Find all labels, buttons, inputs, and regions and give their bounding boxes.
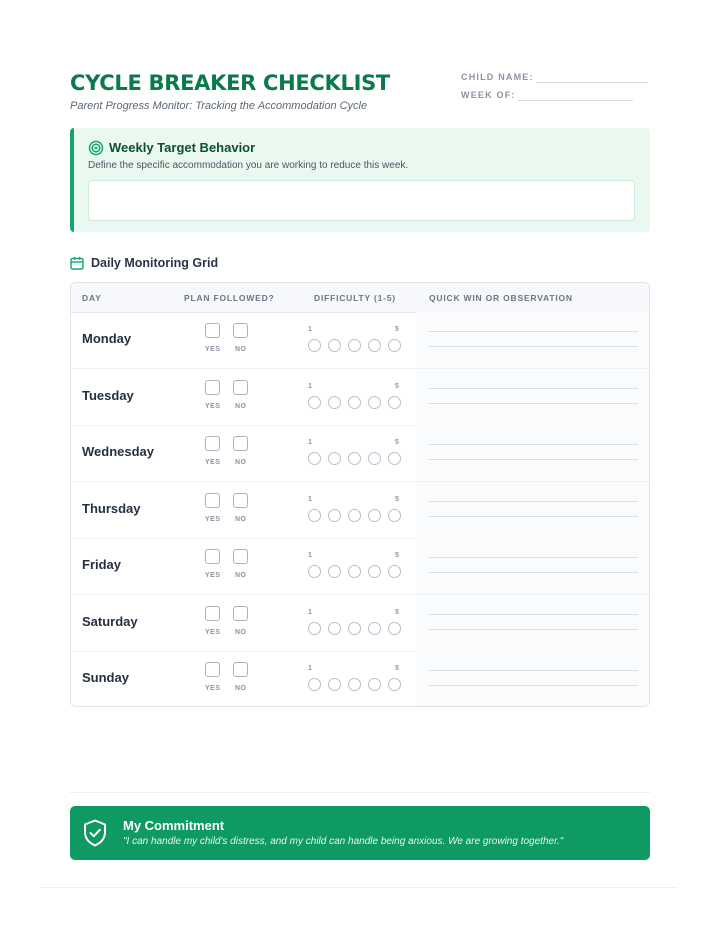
difficulty-scale-low: 1 — [308, 495, 312, 503]
observation-line — [428, 629, 638, 630]
target-title: Weekly Target Behavior — [109, 140, 256, 155]
difficulty-radio-4[interactable] — [368, 339, 381, 352]
commitment-banner — [70, 806, 650, 860]
day-label: Thursday — [82, 500, 141, 516]
no-label: NO — [235, 402, 247, 410]
child-name-line[interactable] — [536, 82, 648, 83]
observation-line — [428, 403, 638, 404]
no-checkbox[interactable] — [233, 323, 248, 338]
difficulty-radio-5[interactable] — [388, 565, 401, 578]
yes-label: YES — [205, 515, 221, 523]
observation-cell[interactable] — [416, 369, 649, 425]
yes-label: YES — [205, 402, 221, 410]
day-label: Wednesday — [82, 444, 155, 459]
yes-label: YES — [205, 685, 221, 692]
no-label: NO — [235, 685, 247, 692]
difficulty-radio-2[interactable] — [328, 678, 341, 691]
observation-cell[interactable] — [416, 538, 649, 594]
yes-checkbox[interactable] — [205, 436, 220, 451]
table-row — [71, 482, 649, 539]
observation-line — [428, 557, 638, 558]
grid-title: Daily Monitoring Grid — [91, 256, 219, 270]
no-checkbox[interactable] — [233, 606, 248, 621]
yes-checkbox[interactable] — [205, 662, 220, 677]
difficulty-radio-2[interactable] — [328, 565, 341, 578]
difficulty-scale-low: 1 — [308, 552, 312, 559]
difficulty-radio-4[interactable] — [368, 565, 381, 578]
difficulty-scale-high: 5 — [395, 552, 399, 559]
observation-cell[interactable] — [416, 482, 649, 538]
yes-checkbox[interactable] — [205, 606, 220, 621]
difficulty-radio-5[interactable] — [388, 396, 401, 409]
no-label: NO — [235, 515, 247, 523]
week-of-label: WEEK OF: — [461, 90, 516, 100]
observation-line — [428, 459, 638, 460]
no-label: NO — [235, 572, 247, 579]
day-label: Tuesday — [82, 387, 134, 403]
day-label: Sunday — [82, 670, 129, 685]
page-title: CYCLE BREAKER CHECKLIST — [70, 71, 390, 95]
difficulty-radio-5[interactable] — [388, 678, 401, 691]
yes-checkbox[interactable] — [205, 549, 220, 564]
difficulty-scale-low: 1 — [308, 665, 312, 672]
week-of-field[interactable] — [461, 90, 516, 100]
column-header-day: DAY — [82, 293, 102, 303]
no-checkbox[interactable] — [233, 549, 248, 564]
difficulty-radio-1[interactable] — [308, 452, 321, 465]
observation-line — [428, 614, 638, 615]
no-label: NO — [235, 459, 247, 466]
no-label: NO — [235, 628, 247, 636]
day-label: Monday — [82, 331, 132, 346]
difficulty-scale-high: 5 — [395, 439, 399, 446]
difficulty-scale-low: 1 — [308, 382, 312, 390]
no-checkbox[interactable] — [233, 380, 248, 395]
observation-cell[interactable] — [416, 651, 649, 707]
difficulty-radio-1[interactable] — [308, 565, 321, 578]
table-row — [71, 651, 649, 707]
table-row — [71, 425, 649, 482]
monitoring-grid — [70, 282, 650, 707]
difficulty-radio-4[interactable] — [368, 622, 381, 635]
yes-label: YES — [205, 459, 221, 466]
footer-divider — [40, 887, 678, 888]
yes-checkbox[interactable] — [205, 323, 220, 338]
difficulty-radio-2[interactable] — [328, 452, 341, 465]
observation-line — [428, 685, 638, 686]
observation-line — [428, 670, 638, 671]
difficulty-scale-high: 5 — [395, 495, 399, 503]
grid-header-row — [71, 283, 649, 313]
yes-label: YES — [205, 628, 221, 636]
difficulty-scale-high: 5 — [395, 608, 399, 616]
observation-cell[interactable] — [416, 312, 649, 368]
no-checkbox[interactable] — [233, 436, 248, 451]
no-checkbox[interactable] — [233, 493, 248, 508]
target-behavior-input[interactable] — [88, 180, 635, 221]
difficulty-radio-2[interactable] — [328, 509, 341, 522]
observation-line — [428, 388, 638, 389]
difficulty-radio-3[interactable] — [348, 622, 361, 635]
difficulty-scale-high: 5 — [395, 665, 399, 672]
shield-check-icon — [83, 819, 107, 847]
observation-cell[interactable] — [416, 595, 649, 651]
difficulty-scale-high: 5 — [395, 382, 399, 390]
day-label: Friday — [82, 557, 122, 572]
observation-line — [428, 516, 638, 517]
difficulty-radio-5[interactable] — [388, 339, 401, 352]
page-subtitle: Parent Progress Monitor: Tracking the Accommodation Cycle — [70, 100, 368, 112]
table-row — [71, 595, 649, 652]
difficulty-scale-high: 5 — [395, 326, 399, 333]
yes-checkbox[interactable] — [205, 493, 220, 508]
difficulty-radio-5[interactable] — [388, 509, 401, 522]
weekly-target-section — [70, 128, 650, 232]
difficulty-scale-low: 1 — [308, 608, 312, 616]
difficulty-radio-5[interactable] — [388, 452, 401, 465]
child-name-field[interactable] — [461, 72, 534, 82]
observation-line — [428, 346, 638, 347]
observation-line — [428, 501, 638, 502]
difficulty-radio-3[interactable] — [348, 509, 361, 522]
no-checkbox[interactable] — [233, 662, 248, 677]
difficulty-radio-1[interactable] — [308, 396, 321, 409]
difficulty-radio-3[interactable] — [348, 396, 361, 409]
week-of-line[interactable] — [518, 100, 633, 101]
difficulty-radio-3[interactable] — [348, 452, 361, 465]
observation-line — [428, 331, 638, 332]
difficulty-radio-3[interactable] — [348, 565, 361, 578]
calendar-icon — [70, 256, 84, 270]
table-row — [71, 312, 649, 369]
commitment-quote: "I can handle my child's distress, and my child can handle being anxious. We are growing together." — [123, 836, 564, 847]
difficulty-radio-2[interactable] — [328, 339, 341, 352]
no-label: NO — [235, 346, 247, 353]
difficulty-radio-4[interactable] — [368, 509, 381, 522]
difficulty-radio-4[interactable] — [368, 396, 381, 409]
difficulty-radio-1[interactable] — [308, 678, 321, 691]
column-header-plan: PLAN FOLLOWED? — [184, 293, 275, 303]
difficulty-radio-3[interactable] — [348, 678, 361, 691]
difficulty-radio-2[interactable] — [328, 396, 341, 409]
difficulty-radio-4[interactable] — [368, 678, 381, 691]
section-divider — [70, 792, 650, 793]
observation-line — [428, 572, 638, 573]
column-header-observation: QUICK WIN OR OBSERVATION — [429, 293, 573, 303]
table-row — [71, 369, 649, 426]
target-icon — [88, 140, 104, 156]
difficulty-radio-1[interactable] — [308, 509, 321, 522]
difficulty-scale-low: 1 — [308, 439, 312, 446]
target-description: Define the specific accommodation you are working to reduce this week. — [88, 160, 409, 171]
yes-label: YES — [205, 572, 221, 579]
column-header-difficulty: DIFFICULTY (1-5) — [314, 293, 396, 303]
commitment-title: My Commitment — [123, 818, 225, 833]
difficulty-radio-3[interactable] — [348, 339, 361, 352]
observation-cell[interactable] — [416, 425, 649, 481]
difficulty-scale-low: 1 — [308, 326, 312, 333]
difficulty-radio-4[interactable] — [368, 452, 381, 465]
difficulty-radio-5[interactable] — [388, 622, 401, 635]
difficulty-radio-1[interactable] — [308, 339, 321, 352]
child-name-label: CHILD NAME: — [461, 72, 534, 82]
yes-checkbox[interactable] — [205, 380, 220, 395]
difficulty-radio-2[interactable] — [328, 622, 341, 635]
observation-line — [428, 444, 638, 445]
day-label: Saturday — [82, 613, 138, 629]
table-row — [71, 538, 649, 595]
difficulty-radio-1[interactable] — [308, 622, 321, 635]
yes-label: YES — [205, 346, 221, 353]
